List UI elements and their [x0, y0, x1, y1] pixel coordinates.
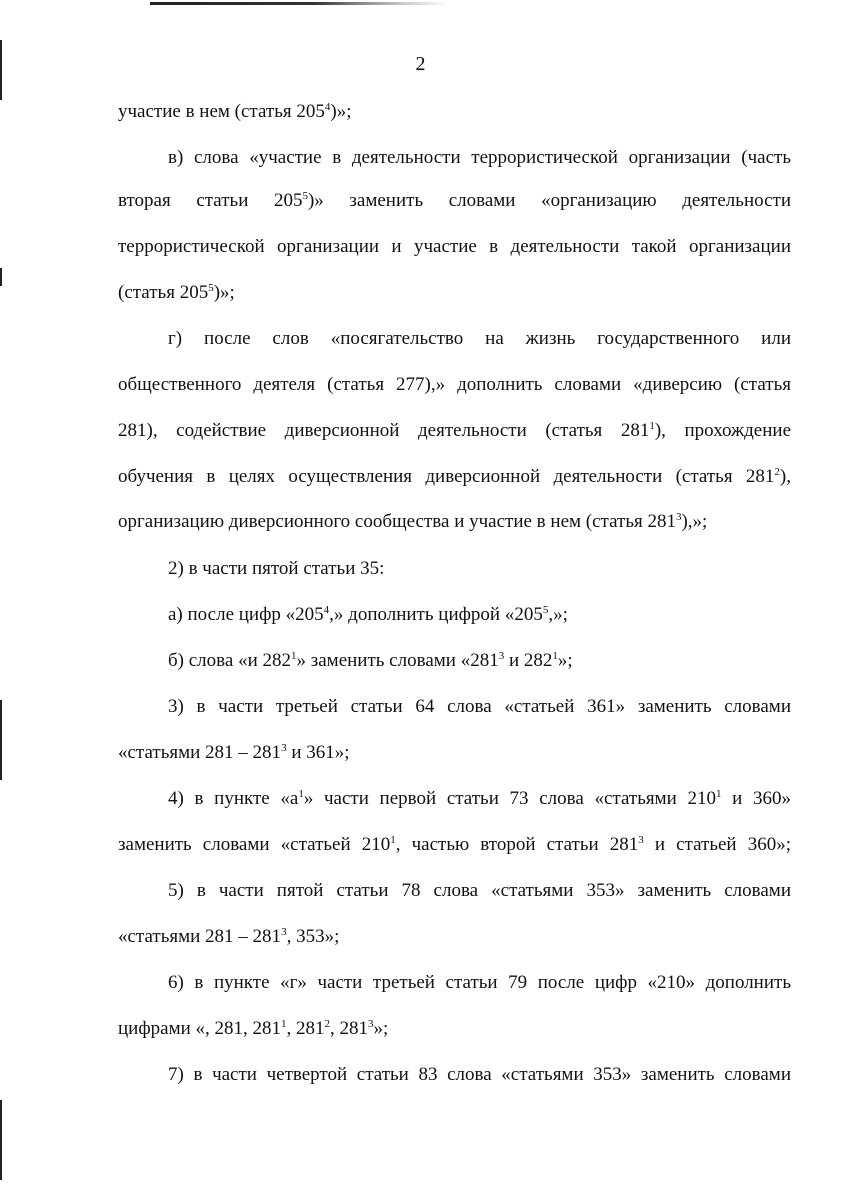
scan-top-artifact	[150, 2, 450, 5]
text-line: «статьями $281 - 281^3$ и 361»;	[118, 742, 350, 763]
text-line: а) после цифр «$205^4$,» дополнить цифрой «$205^5$,»;	[168, 604, 568, 625]
scan-edge-mark	[0, 268, 2, 286]
text-line: 2) в части пятой статьи 35:	[168, 558, 385, 579]
text-line: 281), содействие диверсионной деятельности (статья $281^1$), прохождение	[118, 420, 792, 441]
text-line: 6) в пункте «г» части третьей статьи 79 после цифр «210» дополнить	[168, 972, 791, 993]
text-line: 4) в пункте «$а^1$» части первой статьи 73 слова «статьями $210^1$ и 360»	[168, 788, 791, 809]
text-line: организацию диверсионного сообщества и участие в нем (статья $281^3$),»;	[118, 511, 708, 532]
text-line: заменить словами «статьей $210^1$, частью второй статьи $281^3$ и статьей 360»;	[118, 834, 791, 855]
text-line: (статья $205^5$)»;	[118, 282, 235, 303]
text-line: 5) в части пятой статьи 78 слова «статьями 353» заменить словами	[168, 880, 791, 901]
text-line: обучения в целях осуществления диверсионной деятельности (статья $281^2$),	[118, 466, 791, 487]
text-line: общественного деятеля (статья 277),» дополнить словами «диверсию (статья	[118, 374, 791, 395]
text-line: террористической организации и участие в деятельности такой организации	[118, 236, 791, 257]
text-line: г) после слов «посягательство на жизнь государственного или	[168, 328, 791, 349]
scan-edge-mark	[0, 1100, 2, 1180]
scan-edge-mark	[0, 700, 2, 780]
text-line: цифрами «, 281, $281^1$, $281^2$, $281^3$»;	[118, 1018, 389, 1039]
text-line: вторая статьи $205^5$)» заменить словами «организацию деятельности	[118, 190, 791, 211]
text-line: «статьями $281 - 281^3$, 353»;	[118, 926, 340, 947]
text-line: в) слова «участие в деятельности террористической организации (часть	[168, 147, 791, 168]
text-line: 3) в части третьей статьи 64 слова «статьей 361» заменить словами	[168, 696, 791, 717]
text-line: б) слова «и $282^1$» заменить словами «$281^3$ и $282^1$»;	[168, 650, 573, 671]
text-line: участие в нем (статья $205^4$)»;	[118, 101, 352, 122]
text-line: 7) в части четвертой статьи 83 слова «статьями 353» заменить словами	[168, 1064, 791, 1085]
page-number: 2	[415, 53, 426, 75]
